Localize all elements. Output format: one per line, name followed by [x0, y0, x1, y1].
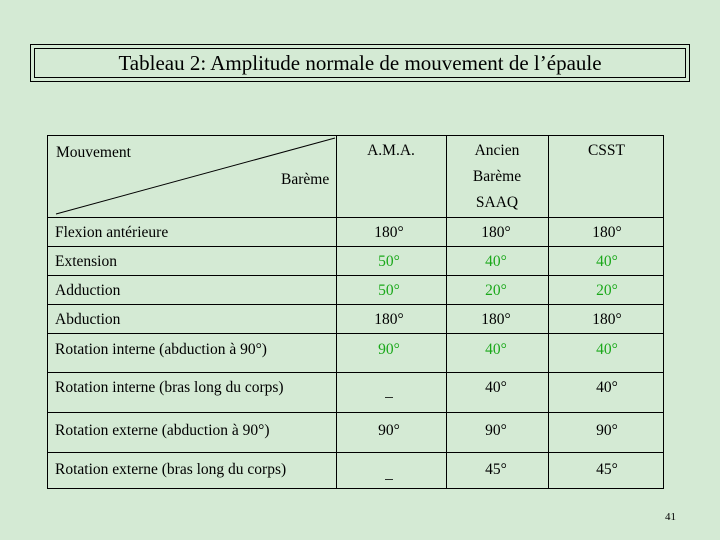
row-label: Abduction — [55, 311, 121, 328]
header-ancien-line3: SAAQ — [475, 194, 519, 211]
cell-ama: 180° — [374, 224, 404, 241]
cell-ama: _ — [385, 383, 393, 400]
row-divider — [48, 333, 663, 334]
header-mouvement: Mouvement — [56, 144, 131, 161]
row-label: Rotation interne (abduction à 90°) — [55, 341, 267, 358]
row-label: Rotation externe (bras long du corps) — [55, 461, 287, 478]
cell-ama: 50° — [378, 253, 400, 270]
row-divider — [48, 275, 663, 276]
row-divider — [48, 452, 663, 453]
col-divider — [548, 136, 549, 488]
cell-csst: 180° — [592, 224, 622, 241]
header-bareme: Barème — [281, 171, 330, 188]
row-label: Flexion antérieure — [55, 224, 169, 241]
cell-saaq: 90° — [485, 422, 507, 439]
row-divider — [48, 304, 663, 305]
header-ancien-line2: Barème — [472, 168, 522, 185]
title-frame — [30, 44, 690, 82]
cell-saaq: 45° — [485, 461, 507, 478]
cell-ama: 50° — [378, 282, 400, 299]
cell-csst: 180° — [592, 311, 622, 328]
cell-saaq: 40° — [485, 341, 507, 358]
header-csst: CSST — [587, 142, 626, 159]
row-label: Rotation externe (abduction à 90°) — [55, 422, 270, 439]
cell-csst: 40° — [596, 379, 618, 396]
cell-ama: 90° — [378, 422, 400, 439]
header-ancien-bareme-saaq — [446, 138, 548, 216]
cell-csst: 20° — [596, 282, 618, 299]
cell-saaq: 40° — [485, 253, 507, 270]
page-number: 41 — [665, 511, 676, 523]
slide-title: Tableau 2: Amplitude normale de mouvement de l’épaule — [34, 48, 686, 78]
cell-csst: 45° — [596, 461, 618, 478]
cell-saaq: 40° — [485, 379, 507, 396]
cell-csst: 40° — [596, 253, 618, 270]
col-divider — [336, 136, 337, 488]
cell-saaq: 180° — [481, 311, 511, 328]
cell-ama: 90° — [378, 341, 400, 358]
row-label: Rotation interne (bras long du corps) — [55, 379, 284, 396]
amplitude-table — [47, 135, 664, 489]
row-label: Adduction — [55, 282, 121, 299]
row-divider — [48, 246, 663, 247]
cell-csst: 90° — [596, 422, 618, 439]
row-divider — [48, 372, 663, 373]
row-divider — [48, 412, 663, 413]
header-ama: A.M.A. — [367, 142, 415, 159]
row-label: Extension — [55, 253, 117, 270]
cell-ama: 180° — [374, 311, 404, 328]
cell-ama: _ — [385, 465, 393, 482]
row-divider — [48, 217, 663, 218]
cell-saaq: 20° — [485, 282, 507, 299]
cell-saaq: 180° — [481, 224, 511, 241]
header-ancien-line1: Ancien — [474, 142, 520, 159]
cell-csst: 40° — [596, 341, 618, 358]
